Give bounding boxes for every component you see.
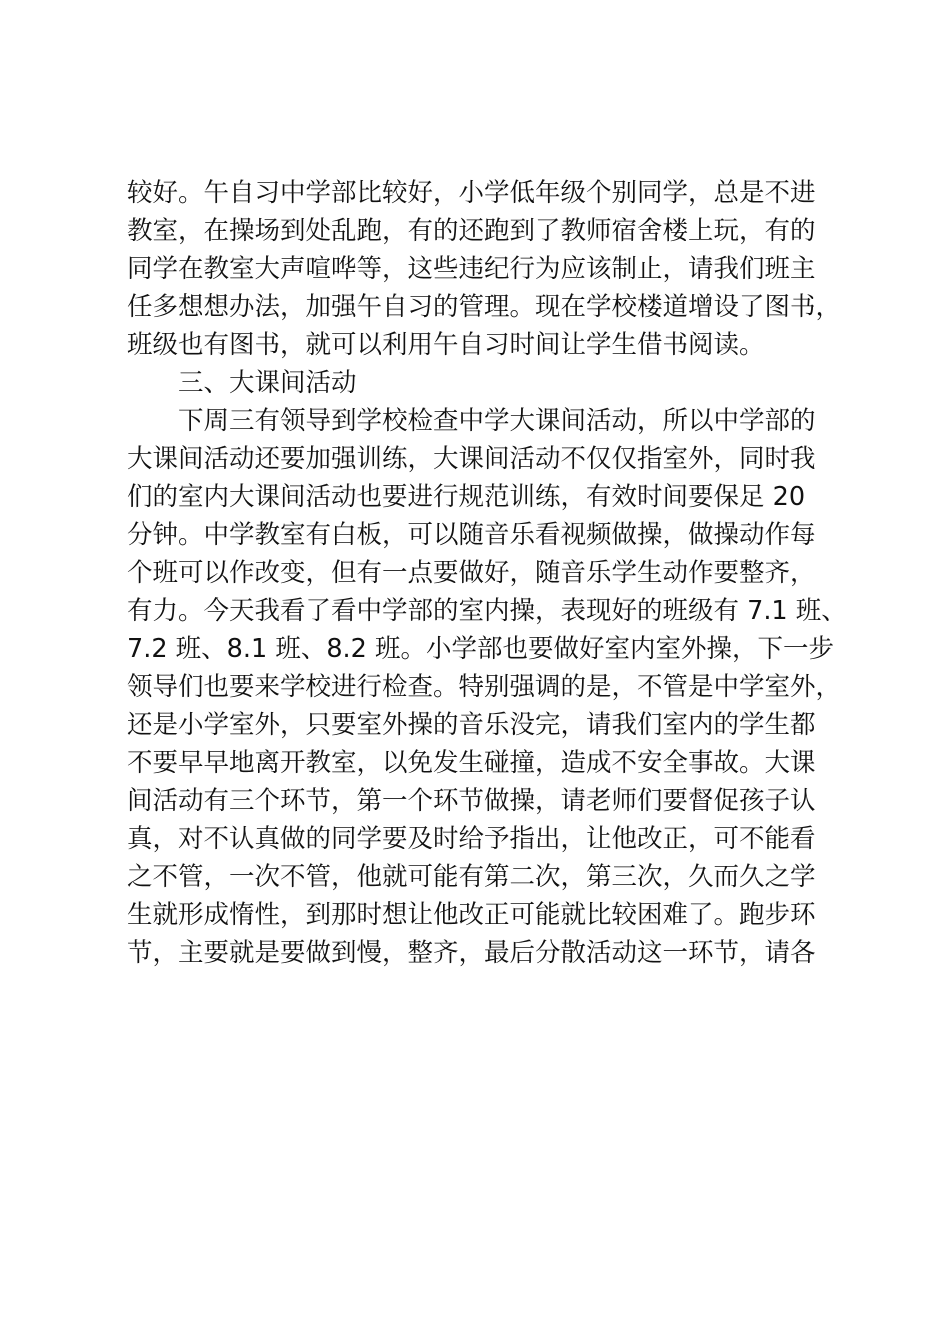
paragraph-line: 间活动有三个环节，第一个环节做操，请老师们要督促孩子认 bbox=[127, 786, 816, 816]
paragraph-line: 教室，在操场到处乱跑，有的还跑到了教师宿舍楼上玩，有的 bbox=[127, 216, 816, 246]
paragraph-line: 较好。午自习中学部比较好，小学低年级个别同学，总是不进 bbox=[127, 178, 816, 208]
paragraph-line: 领导们也要来学校进行检查。特别强调的是，不管是中学室外， bbox=[127, 672, 842, 702]
paragraph-line: 们的室内大课间活动也要进行规范训练，有效时间要保足 20 bbox=[127, 482, 806, 512]
paragraph-line: 有力。今天我看了看中学部的室内操，表现好的班级有 7.1 班、 bbox=[127, 596, 847, 626]
paragraph-line: 还是小学室外，只要室外操的音乐没完，请我们室内的学生都 bbox=[127, 710, 816, 740]
paragraph-line: 下周三有领导到学校检查中学大课间活动，所以中学部的 bbox=[178, 406, 816, 436]
paragraph-line: 任多想想办法，加强午自习的管理。现在学校楼道增设了图书， bbox=[127, 292, 842, 322]
document-body bbox=[127, 174, 847, 972]
section-heading: 三、大课间活动 bbox=[178, 368, 357, 398]
paragraph-line: 真，对不认真做的同学要及时给予指出，让他改正，可不能看 bbox=[127, 824, 816, 854]
paragraph-line: 之不管，一次不管，他就可能有第二次，第三次，久而久之学 bbox=[127, 862, 816, 892]
paragraph-line: 分钟。中学教室有白板，可以随音乐看视频做操，做操动作每 bbox=[127, 520, 816, 550]
paragraph-line: 生就形成惰性，到那时想让他改正可能就比较困难了。跑步环 bbox=[127, 900, 816, 930]
paragraph-line: 节，主要就是要做到慢，整齐，最后分散活动这一环节，请各 bbox=[127, 938, 816, 968]
paragraph-line: 7.2 班、8.1 班、8.2 班。小学部也要做好室内室外操，下一步 bbox=[127, 634, 834, 664]
paragraph-line: 班级也有图书，就可以利用午自习时间让学生借书阅读。 bbox=[127, 330, 765, 360]
paragraph-line: 同学在教室大声喧哗等，这些违纪行为应该制止，请我们班主 bbox=[127, 254, 816, 284]
paragraph-break-activity bbox=[127, 402, 847, 972]
paragraph-line: 个班可以作改变，但有一点要做好，随音乐学生动作要整齐， bbox=[127, 558, 816, 588]
paragraph-school-noon-study bbox=[127, 174, 842, 364]
paragraph-line: 大课间活动还要加强训练，大课间活动不仅仅指室外，同时我 bbox=[127, 444, 816, 474]
paragraph-line: 不要早早地离开教室，以免发生碰撞，造成不安全事故。大课 bbox=[127, 748, 816, 778]
